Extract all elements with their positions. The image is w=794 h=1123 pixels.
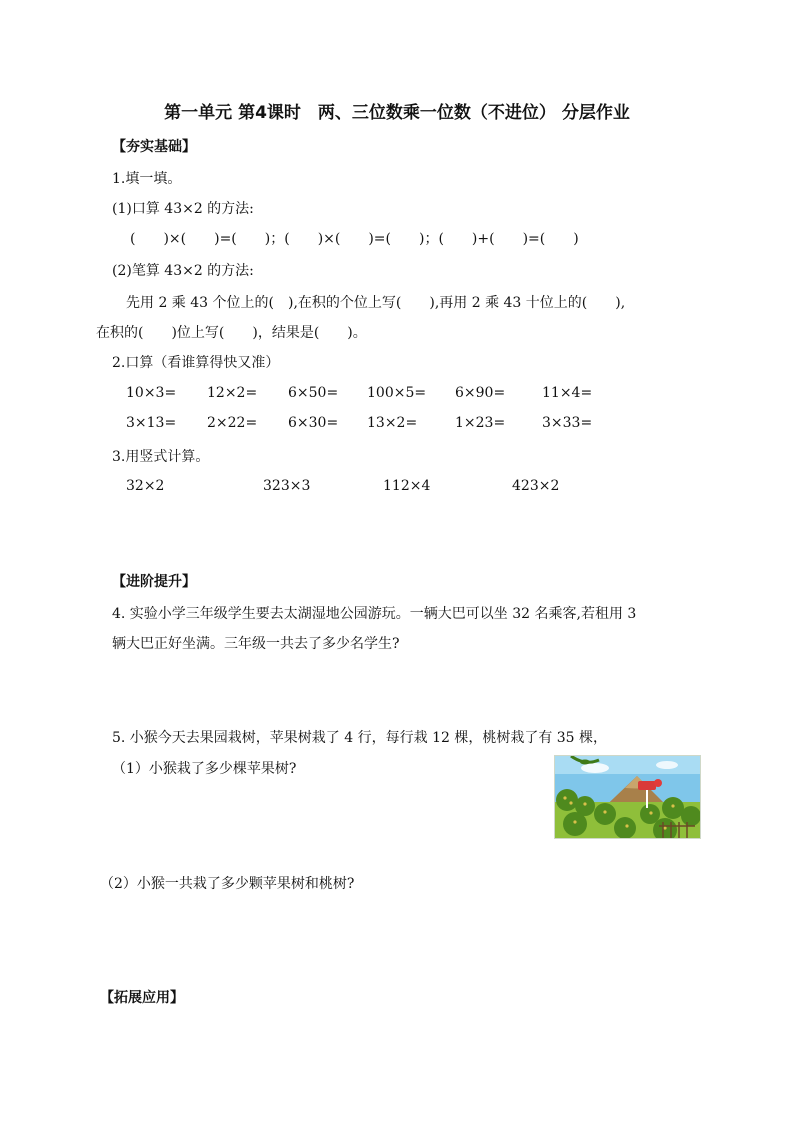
section-advanced: 【进阶提升】 [112, 574, 196, 590]
orchard-illustration [554, 755, 701, 839]
q2-heading: 2.口算（看谁算得快又准） [112, 355, 280, 371]
q3-item: 323×3 [263, 478, 311, 494]
q1-sub2-line2: 在积的( )位上写( )，结果是( )。 [96, 325, 367, 341]
q3-item: 112×4 [383, 478, 431, 494]
q2-row1-item: 11×4= [542, 385, 593, 401]
q5-line1: 5. 小猴今天去果园栽树，苹果树栽了 4 行，每行栽 12 棵，桃树栽了有 35 棵， [112, 730, 608, 746]
q3-item: 423×2 [512, 478, 560, 494]
q2-row2-item: 1×23= [455, 415, 506, 431]
q1-sub2: (2)笔算 43×2 的方法: [112, 263, 254, 279]
q2-row2-item: 3×33= [542, 415, 593, 431]
q2-row2-item: 3×13= [126, 415, 177, 431]
section-extended: 【拓展应用】 [100, 990, 184, 1006]
section-basic: 【夯实基础】 [112, 139, 196, 155]
orchard-illustration-svg [555, 756, 700, 838]
q1-sub2-line1: 先用 2 乘 43 个位上的( ),在积的个位上写( ),再用 2 乘 43 十位上的( ), [126, 295, 626, 311]
q2-row2-item: 2×22= [207, 415, 258, 431]
q1-heading: 1.填一填。 [112, 171, 182, 187]
q2-row1-item: 12×2= [207, 385, 258, 401]
q2-row2-item: 13×2= [367, 415, 418, 431]
q5-sub1: （1）小猴栽了多少棵苹果树? [112, 761, 297, 777]
q5-sub2: （2）小猴一共栽了多少颗苹果树和桃树? [100, 876, 355, 892]
q2-row1-item: 10×3= [126, 385, 177, 401]
q1-sub1: (1)口算 43×2 的方法: [112, 201, 254, 217]
q2-row2-item: 6×30= [288, 415, 339, 431]
q2-row1-item: 100×5= [367, 385, 427, 401]
q4-line1: 4. 实验小学三年级学生要去太湖湿地公园游玩。一辆大巴可以坐 32 名乘客,若租用 3 [112, 606, 637, 622]
q3-heading: 3.用竖式计算。 [112, 449, 210, 465]
q1-sub1-blanks: ( )×( )=( )；( )×( )=( )；( )+( )=( ) [130, 231, 579, 247]
q2-row1-item: 6×90= [455, 385, 506, 401]
worksheet-title: 第一单元 第4课时 两、三位数乘一位数（不进位） 分层作业 [164, 103, 630, 123]
q2-row1-item: 6×50= [288, 385, 339, 401]
q3-item: 32×2 [126, 478, 165, 494]
q4-line2: 辆大巴正好坐满。三年级一共去了多少名学生? [112, 636, 400, 652]
